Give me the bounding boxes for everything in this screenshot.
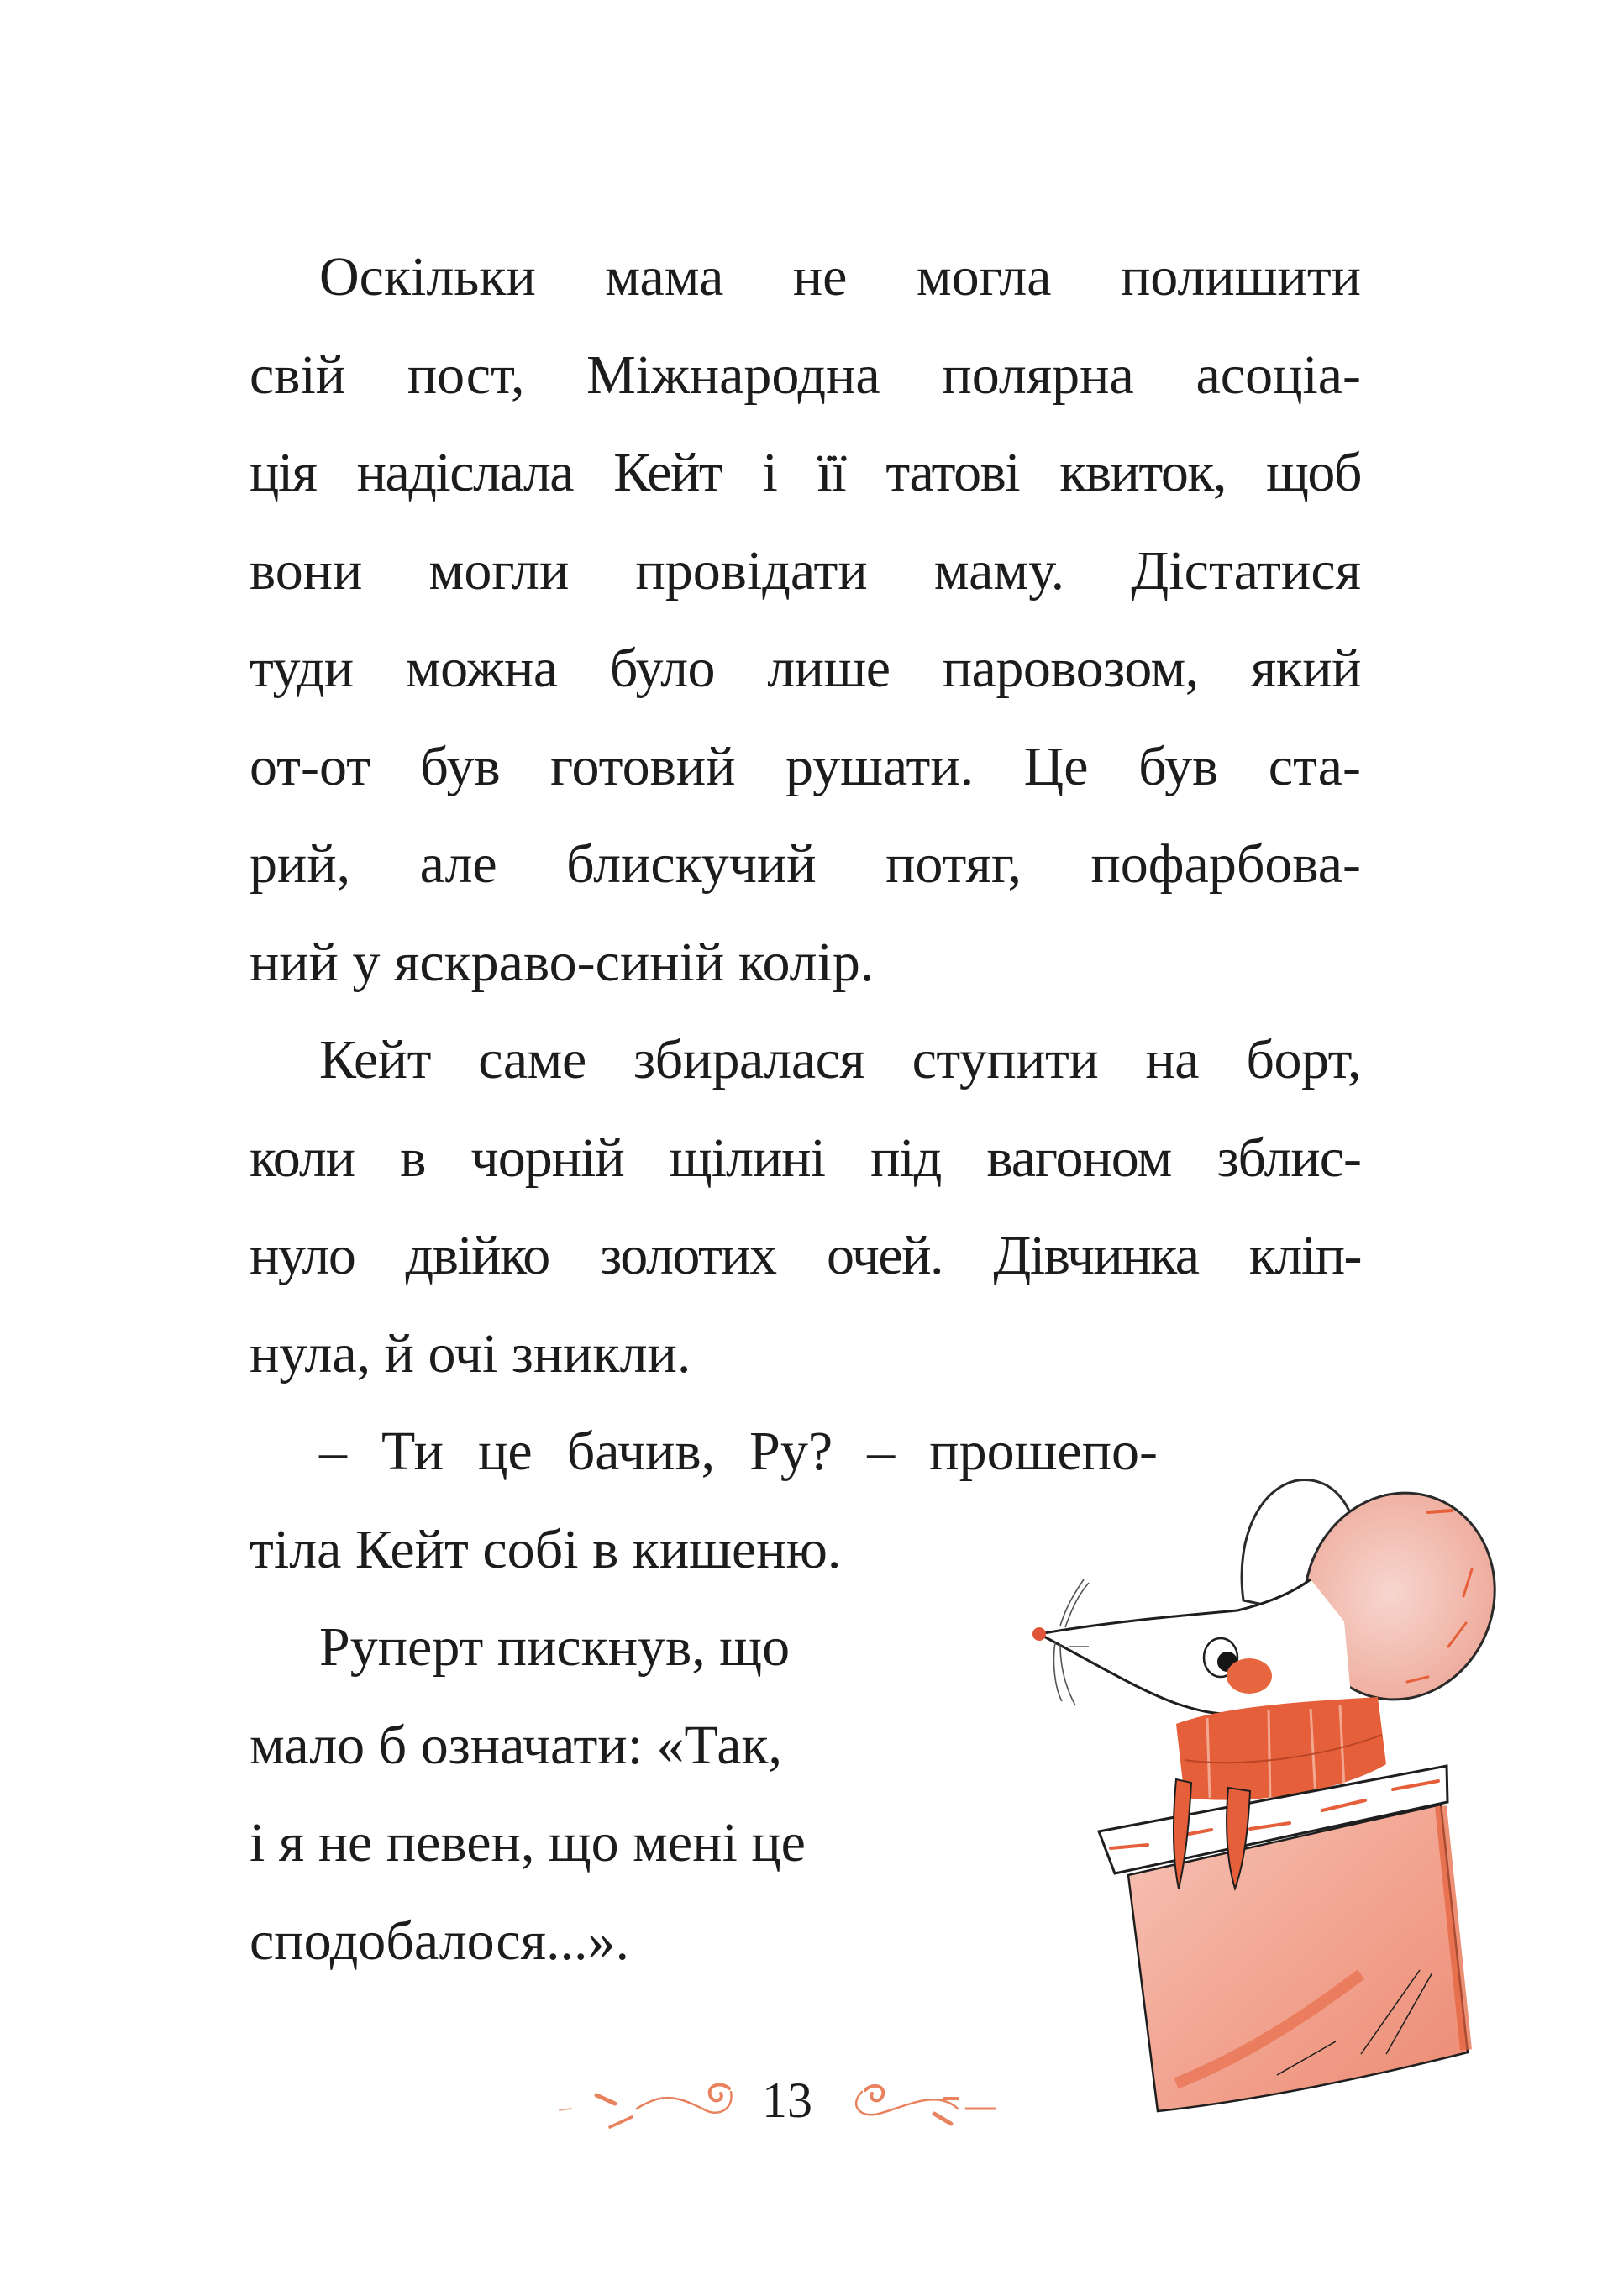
page-number: 13 bbox=[762, 2073, 812, 2128]
text-line: свій пост, Міжнародна полярна асоціа- bbox=[250, 344, 1361, 406]
text-line: сподобалося...». bbox=[250, 1910, 629, 1972]
text-line: коли в чорній щілині під вагоном зблис- bbox=[250, 1127, 1361, 1189]
text-line: нула, й очі зникли. bbox=[250, 1323, 691, 1384]
text-line: Руперт пискнув, що bbox=[319, 1616, 791, 1678]
mouse-in-pocket-icon bbox=[1008, 1462, 1529, 2151]
text-line: ція надіслала Кейт і її татові квиток, щоб bbox=[250, 442, 1361, 503]
text-line: Оскільки мама не могла полишити bbox=[319, 246, 1361, 307]
text-line: і я не певен, що мені це bbox=[250, 1812, 806, 1873]
text-line: нуло двійко золотих очей. Дівчинка кліп- bbox=[250, 1225, 1361, 1286]
text-line: Кейт саме збиралася ступити на борт, bbox=[319, 1029, 1361, 1090]
text-line: туди можна було лише паровозом, який bbox=[250, 638, 1361, 699]
text-line: вони могли провідати маму. Дістатися bbox=[250, 540, 1361, 602]
text-line: от-от був готовий рушати. Це був ста- bbox=[250, 736, 1361, 797]
right-flourish-icon bbox=[840, 2075, 1008, 2142]
text-line: – Ти це бачив, Ру? – прошепо- bbox=[319, 1421, 1158, 1482]
text-line: ний у яскраво-синій колір. bbox=[250, 932, 875, 993]
text-line: тіла Кейт собі в кишеню. bbox=[250, 1519, 842, 1580]
left-flourish-icon bbox=[554, 2075, 739, 2142]
text-line: мало б означати: «Так, bbox=[250, 1715, 783, 1776]
text-line: рий, але блискучий потяг, пофарбова- bbox=[250, 833, 1361, 895]
